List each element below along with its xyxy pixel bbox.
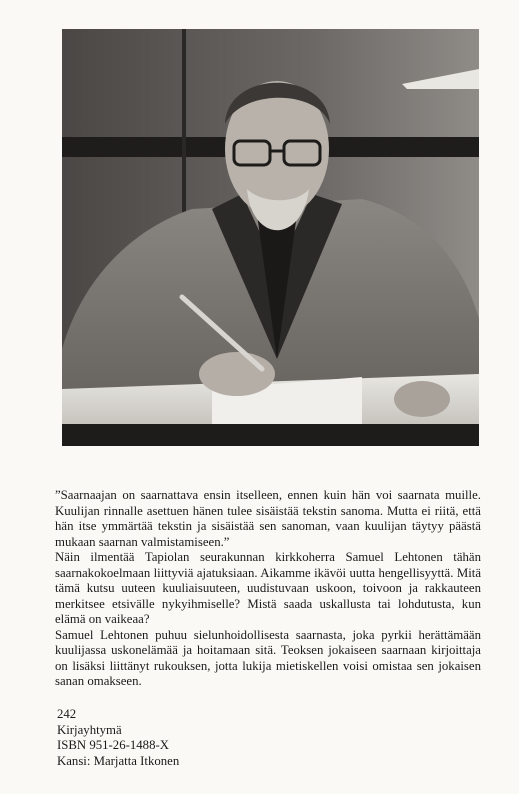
isbn: ISBN 951-26-1488-X [57,738,169,753]
author-photo [62,29,479,446]
blurb-paragraph: Näin ilmentää Tapiolan seurakunnan kirkkoherra Samuel Lehtonen tähän saarnakokoelmaan liittyviä ajatuksiaan. Aikamme ikävöi uutta hengellisyyttä. Mitä tämä kutsu uuteen kuuliaisuuteen, uudistuvaan uskoon, toivoon ja rakkauteen merkitsee etsivälle nykyihmiselle? Mistä saada uskallusta tai lohdutusta, kun elämä on vaikeaa? [55,550,481,626]
back-cover-blurb [55,488,481,690]
blurb-paragraph: Samuel Lehtonen puhuu sielunhoidollisesta saarnasta, joka pyrkii herättämään kuulijassa uskonelämää ja hoitamaan sitä. Teoksen jokaiseen saarnaan kirjoittaja on lisäksi liittänyt rukouksen, jotta lukija mietiskellen voisi omistaa sen jokaisen sanan omakseen. [55,627,481,688]
publisher-name: Kirjayhtymä [57,722,122,737]
publication-info [57,707,179,769]
cover-credit: Kansi: Marjatta Itkonen [57,753,180,768]
author-portrait-image [62,29,479,446]
series-number: 242 [57,707,77,721]
blurb-quote-paragraph: ”Saarnaajan on saarnattava ensin itselleen, ennen kuin hän voi saarnata muille. Kuulijan rinnalle asettuen hänen tulee sisäistää tekstin sanoma. Mutta ei riitä, että hän itse ymmärtää tekstin ja sisäistää sen sanoman, vaan kuulijan täytyy päästä mukaan saarnan valmistamiseen.” [55,488,481,549]
